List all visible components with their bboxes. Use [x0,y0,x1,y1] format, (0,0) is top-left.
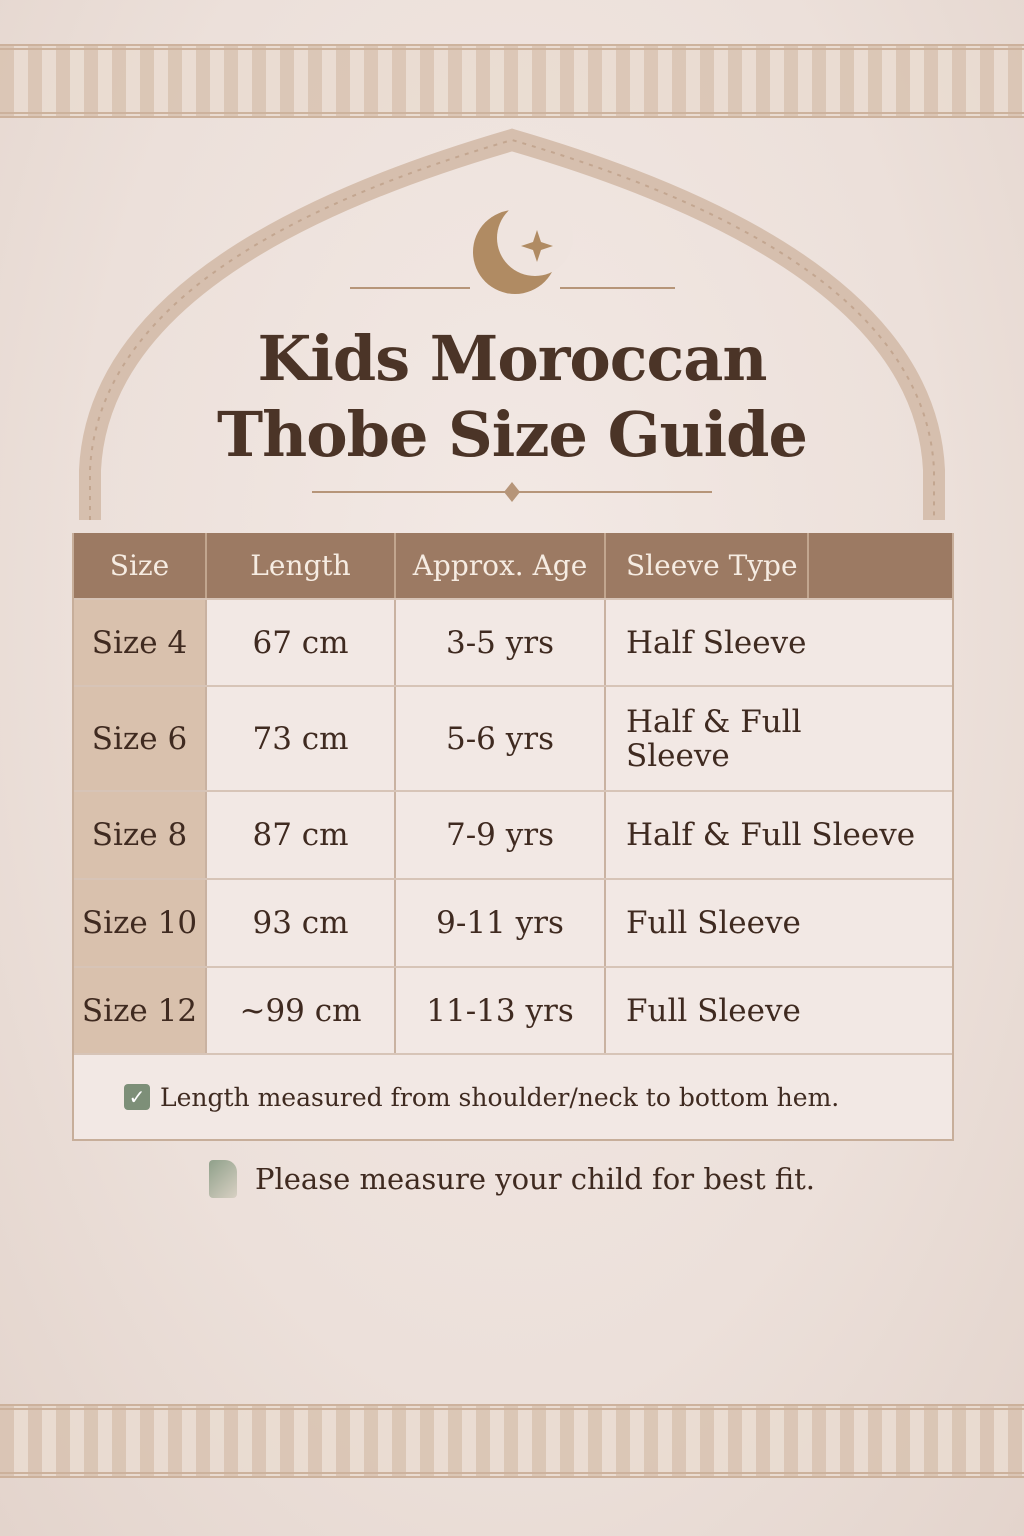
footer-tip [0,1160,1024,1198]
table-row [74,968,952,1055]
size-cell: Size 10 [74,880,207,966]
sleeve-cell: Half & Full Sleeve [626,817,916,853]
age-cell: 11-13 yrs [396,968,606,1053]
size-cell: Size 6 [74,687,207,790]
sleeve-cell: Half & Full Sleeve [626,703,802,774]
sleeve-cell: Half Sleeve [626,624,807,661]
footer-text: Please measure your child for best fit. [254,1162,816,1196]
title-line-1: Kids Moroccan [257,322,767,395]
age-cell: 3-5 yrs [396,600,606,685]
table-header-row [74,533,952,600]
size-cell: Size 4 [74,600,207,685]
crescent-moon-icon [473,200,573,294]
length-cell: ~99 cm [207,968,396,1053]
measurement-note [74,1055,952,1139]
length-cell: 93 cm [207,880,396,966]
title-line-2: Thobe Size Guide [217,398,807,471]
table-row [74,792,952,880]
note-text: Length measured from shoulder/neck to bottom hem. [160,1082,840,1112]
header-sleeve-type: Sleeve Type [606,533,809,598]
age-cell: 5-6 yrs [396,687,606,790]
table-row [74,687,952,792]
length-cell: 73 cm [207,687,396,790]
length-cell: 67 cm [207,600,396,685]
size-cell: Size 8 [74,792,207,878]
size-cell: Size 12 [74,968,207,1053]
checkmark-icon: ✓ [124,1084,150,1110]
size-table [72,533,954,1141]
age-cell: 7-9 yrs [396,792,606,878]
length-cell: 87 cm [207,792,396,878]
measuring-tape-icon [209,1160,237,1198]
age-cell: 9-11 yrs [396,880,606,966]
table-row [74,600,952,687]
header-length: Length [207,533,396,598]
header-age: Approx. Age [396,533,606,598]
sleeve-cell: Full Sleeve [626,905,801,941]
header-size: Size [74,533,207,598]
table-row [74,880,952,968]
sleeve-cell: Full Sleeve [626,992,801,1029]
